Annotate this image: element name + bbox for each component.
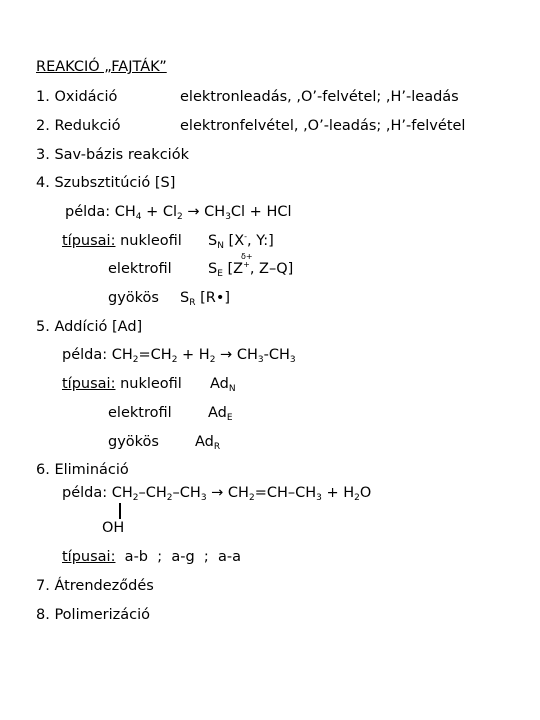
type-electrophile: elektrofil — [108, 405, 172, 421]
types-label: típusai: — [62, 376, 116, 392]
type-radical: gyökös — [108, 290, 159, 306]
substitution-nucleophile-symbol: $S_N$ [X-, Y:] — [208, 232, 274, 251]
item-oxidation-desc: elektronleadás, ,O’-felvétel; ,H’-leadás — [180, 89, 459, 105]
elimination-types: a-b ; a-g ; a-a — [115, 549, 241, 565]
item-acid-base-label: 3. Sav-bázis reakciók — [36, 147, 189, 163]
item-oxidation-label: 1. Oxidáció — [36, 89, 118, 105]
substitution-radical-symbol: $S_R$ [R•] — [180, 290, 231, 308]
item-substitution-label: 4. Szubsztitúció [S] — [36, 175, 176, 191]
elimination-example: példa: $CH_2-CH_2-CH_3 \to CH_2=CH-CH_3 + H_2O$ — [62, 485, 372, 503]
page-title: REAKCIÓ „FAJTÁK” — [36, 59, 167, 75]
elimination-types-row — [62, 548, 241, 566]
addition-radical-symbol: $Ad_R$ — [195, 434, 221, 452]
types-label: típusai: — [62, 233, 116, 249]
substitution-types-row — [62, 232, 182, 250]
bond-line — [119, 503, 121, 519]
delta-plus-label: δ+ — [241, 252, 253, 261]
example-prefix: példa: — [62, 347, 112, 363]
type-electrophile: elektrofil — [108, 261, 172, 277]
item-rearrangement-label: 7. Átrendeződés — [36, 578, 154, 594]
substitution-electrophile-symbol: $S_E$ [Z+, Z–Q] — [208, 260, 294, 279]
type-nucleophile: nukleofil — [120, 376, 182, 392]
item-polymerization-label: 8. Polimerizáció — [36, 607, 151, 623]
type-radical: gyökös — [108, 434, 159, 450]
example-prefix: példa: — [62, 485, 112, 501]
addition-types-row — [62, 375, 182, 393]
hydroxyl-group: OH — [102, 520, 125, 536]
type-nucleophile: nukleofil — [120, 233, 182, 249]
addition-electrophile-symbol: $Ad_E$ — [208, 405, 233, 423]
example-prefix: példa: — [65, 204, 115, 220]
types-label: típusai: — [62, 549, 116, 565]
item-addition-label: 5. Addíció [Ad] — [36, 319, 143, 335]
item-elimination-label: 6. Elimináció — [36, 462, 129, 478]
addition-nucleophile-symbol: $Ad_N$ — [210, 376, 236, 394]
item-reduction-desc: elektronfelvétel, ,O’-leadás; ,H’-felvétel — [180, 118, 466, 134]
substitution-example: példa: $CH_4 + Cl_2 \to CH_3Cl$ + HCl — [65, 204, 292, 222]
item-reduction-label: 2. Redukció — [36, 118, 121, 134]
addition-example: példa: $CH_2=CH_2 + H_2 \to CH_3-CH_3$ — [62, 347, 296, 365]
